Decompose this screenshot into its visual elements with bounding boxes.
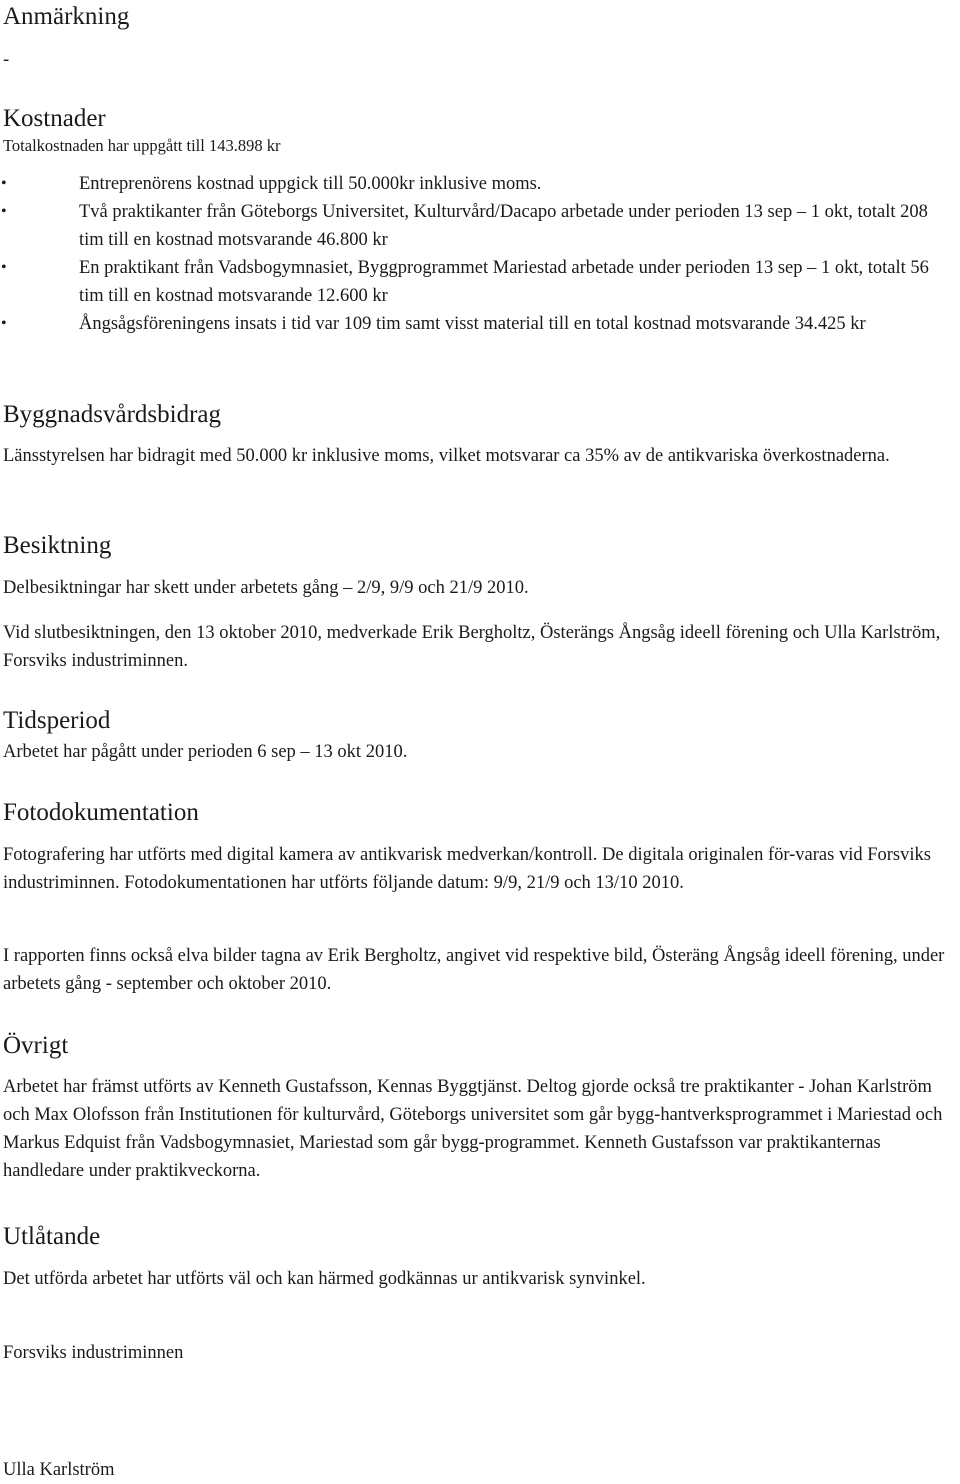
ovrigt-text: Arbetet har främst utförts av Kenneth Gustafsson, Kennas Byggtjänst. Deltog gjorde också tre praktikanter - Johan Karlström och Max Olofsson från Institutionen för kulturvård, Göteborgs universitet som går bygg-hantverksprogrammet i Mariestad och Markus Edquist från Vadsbogymnasiet, Mariestad som går bygg-programmet. Kenneth Gustafsson var praktikanternas handledare under praktikveckorna. bbox=[3, 1077, 943, 1181]
kostnader-list bbox=[0, 170, 960, 338]
fotodokumentation-heading: Fotodokumentation bbox=[3, 799, 199, 826]
tidsperiod-text: Arbetet har pågått under perioden 6 sep – 13 okt 2010. bbox=[3, 742, 408, 762]
bullet-icon: • bbox=[1, 259, 7, 276]
utlatande-text: Det utförda arbetet har utförts väl och kan härmed godkännas ur antikvarisk synvinkel. bbox=[3, 1269, 646, 1289]
anmarkning-text: - bbox=[3, 50, 10, 70]
list-item bbox=[0, 170, 939, 198]
list-item-text: En praktikant från Vadsbogymnasiet, Byggprogrammet Mariestad arbetade under perioden 13 sep – 1 okt, totalt 56 tim till en kostnad motsvarande 12.600 kr bbox=[79, 258, 929, 306]
byggnadsvard-heading: Byggnadsvårdsbidrag bbox=[3, 401, 222, 428]
list-item bbox=[0, 198, 939, 254]
tidsperiod-heading: Tidsperiod bbox=[3, 707, 111, 734]
fotodokumentation-text-2: I rapporten finns också elva bilder tagna av Erik Bergholtz, angivet vid respektive bild, Österäng Ångsåg ideell förening, under arbetets gång - september och oktober 2010. bbox=[3, 946, 945, 994]
anmarkning-heading: Anmärkning bbox=[3, 3, 130, 30]
byggnadsvard-text: Länsstyrelsen har bidragit med 50.000 kr inklusive moms, vilket motsvarar ca 35% av de antikvariska överkostnaderna. bbox=[3, 446, 890, 466]
list-item-text: Entreprenörens kostnad uppgick till 50.000kr inklusive moms. bbox=[79, 174, 542, 194]
besiktning-text-1: Delbesiktningar har skett under arbetets gång – 2/9, 9/9 och 21/9 2010. bbox=[3, 578, 529, 598]
bullet-icon: • bbox=[1, 203, 7, 220]
bullet-icon: • bbox=[1, 175, 7, 192]
kostnader-total: Totalkostnaden har uppgått till 143.898 kr bbox=[3, 136, 281, 155]
signature-name: Ulla Karlström bbox=[3, 1460, 115, 1480]
fotodokumentation-text-1: Fotografering har utförts med digital kamera av antikvarisk medverkan/kontroll. De digitala originalen för-varas vid Forsviks industriminnen. Fotodokumentationen har utförts följande datum: 9/9, 21/9 och 13/10 2010. bbox=[3, 845, 931, 893]
ovrigt-heading: Övrigt bbox=[3, 1032, 69, 1059]
utlatande-heading: Utlåtande bbox=[3, 1223, 101, 1250]
list-item-text: Två praktikanter från Göteborgs Universitet, Kulturvård/Dacapo arbetade under perioden 13 sep – 1 okt, totalt 208 tim till en kostnad motsvarande 46.800 kr bbox=[79, 202, 928, 250]
signature-organisation: Forsviks industriminnen bbox=[3, 1343, 184, 1363]
besiktning-heading: Besiktning bbox=[3, 532, 112, 559]
list-item-text: Ångsågsföreningens insats i tid var 109 tim samt visst material till en total kostnad motsvarande 34.425 kr bbox=[79, 314, 866, 334]
list-item bbox=[0, 310, 939, 338]
besiktning-text-2: Vid slutbesiktningen, den 13 oktober 2010, medverkade Erik Bergholtz, Österängs Ångsåg ideell förening och Ulla Karlström, Forsviks industriminnen. bbox=[3, 623, 941, 671]
kostnader-heading: Kostnader bbox=[3, 105, 106, 132]
bullet-icon: • bbox=[1, 315, 7, 332]
list-item bbox=[0, 254, 939, 310]
